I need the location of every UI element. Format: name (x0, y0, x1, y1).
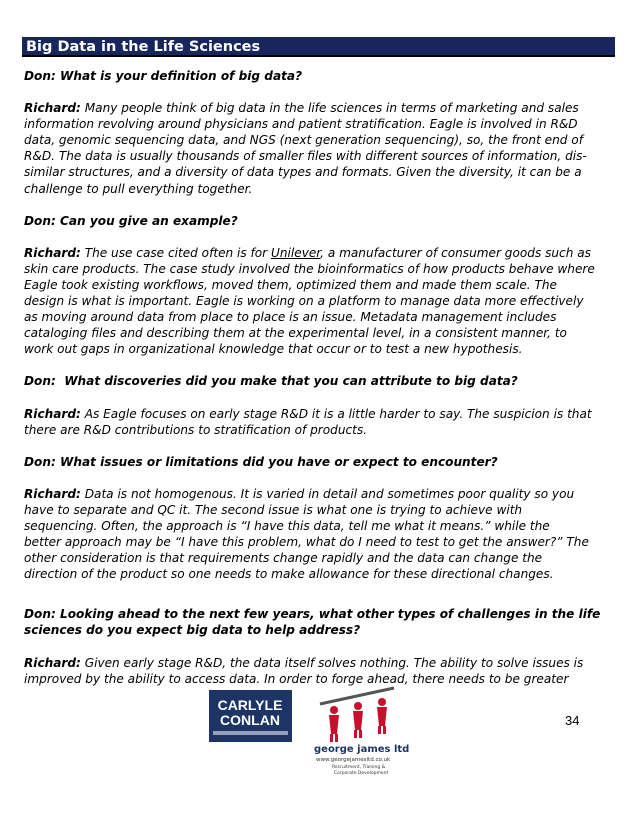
carlyle-conlan-logo (209, 690, 292, 742)
answer-1: Richard: Many people think of big data in the life sciences in terms of marketing and sales information revolving around physicians and patient stratification. Eagle is involved in R&D data, genomic sequencing data, and NGS (next generation sequencing), so, the front end of R&D. The data is usually thousands of smaller files with different sources of information, dis- similar structures, and a diversity of data types and formats. Given the diversity, it can be a challenge to pull everything together. (24, 101, 587, 196)
question-1: Don: What is your definition of big data? (24, 69, 303, 83)
unilever-link[interactable]: Unilever (271, 245, 321, 260)
george-james-logo (312, 684, 424, 776)
page-number: 34 (565, 713, 580, 728)
answer-2: Richard: The use case cited often is for Unilever, a manufacturer of consumer goods such as skin care products. The case study involved the bioinformatics of how products behave where Eagle took existing workflows, moved them, optimized them and made them scale. The design is what is important. Eagle is working on a platform to manage data more effectively as moving around data from place to place is an issue. Metadata management includes cataloging files and describing them at the experimental level, in a consistent manner, to work out gaps in organizational knowledge that occur or to test a new hypothesis. (24, 245, 595, 357)
answer-4: Richard: Data is not homogenous. It is varied in detail and sometimes poor quality so you have to separate and QC it. The second issue is what one is trying to achieve with sequencing. Often, the approach is “I have this data, tell me what it means.” while the better approach may be “I have this problem, what do I need to test to get the answer?” The other consideration is that requirements change rapidly and the data can change the direction of the product so one needs to make allowance for these directional changes. (24, 486, 589, 582)
section-title: Big Data in the Life Sciences (22, 37, 615, 57)
george-james-url: www.georgejamesltd.co.uk (316, 757, 391, 763)
question-2: Don: Can you give an example? (24, 213, 238, 228)
interview-body (24, 68, 620, 687)
question-3: Don: What discoveries did you make that you can attribute to big data? (24, 374, 518, 389)
question-5: Don: Looking ahead to the next few years, what other types of challenges in the life sciences do you expect big data to help address? (24, 607, 601, 638)
george-james-name: george james ltd (314, 744, 410, 755)
george-james-tagline-1: Recruitment, Training & (332, 765, 386, 770)
carlyle-text: CARLYLE (217, 697, 283, 713)
george-james-tagline-2: Corporate Development (334, 771, 389, 776)
question-4: Don: What issues or limitations did you have or expect to encounter? (24, 454, 498, 469)
conlan-text: CONLAN (220, 712, 280, 728)
answer-5: Richard: Given early stage R&D, the data itself solves nothing. The ability to solve issues is improved by the ability to access data. In order to forge ahead, there needs to be greater (24, 655, 584, 686)
answer-3: Richard: As Eagle focuses on early stage R&D it is a little harder to say. The suspicion is that there are R&D contributions to stratification of products. (24, 406, 592, 437)
